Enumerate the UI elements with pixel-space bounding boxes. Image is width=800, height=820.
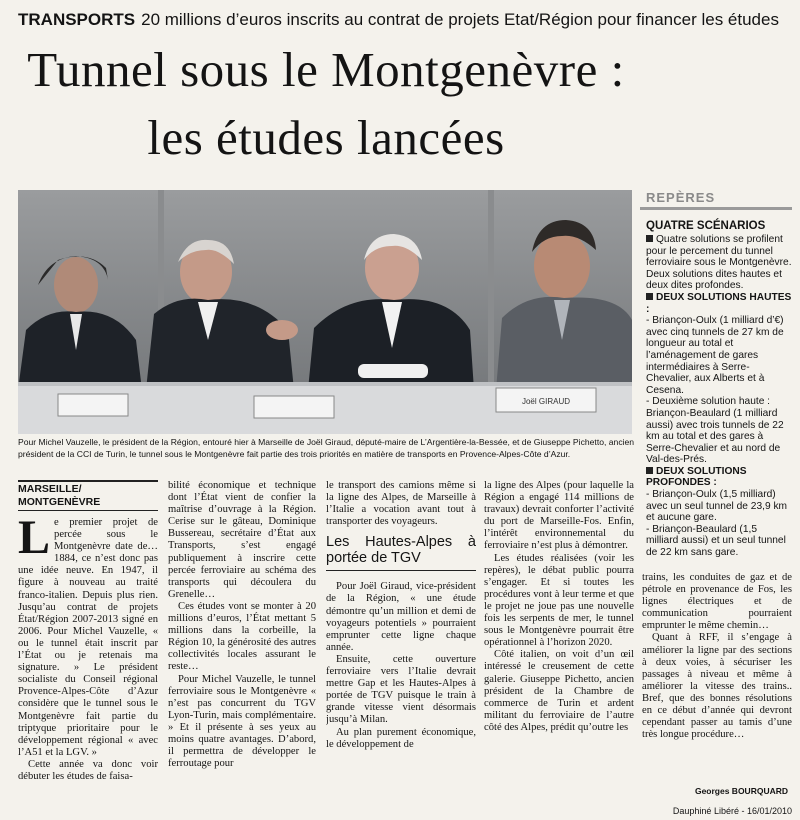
dateline bbox=[18, 480, 158, 511]
name-placard-1 bbox=[58, 394, 128, 416]
column-5-text-a: trains, les conduites de gaz et de pétrole en provenance de Fos, les lignes électriques et de communication pourraient emprunter le même chemin… bbox=[642, 572, 792, 632]
svg-text:Joël GIRAUD: Joël GIRAUD bbox=[521, 397, 571, 406]
source-credit: Dauphiné Libéré - 16/01/2010 bbox=[672, 806, 792, 816]
column-3-text-b: Pour Joël Giraud, vice-président de la Région, « une étude démontre qu’un million et demi de voyageurs potentiels » pourraient emprunter cette ligne chaque année. bbox=[326, 581, 476, 653]
kicker-text: 20 millions d’euros inscrits au contrat de projets Etat/Région pour financer les études bbox=[141, 10, 779, 29]
bullet-square-icon bbox=[646, 235, 653, 242]
column-3-text-d: Au plan purement économique, le développement de bbox=[326, 726, 476, 750]
column-2-text-a: bilité économique et technique dont l’État vient de confier la maîtrise d’ouvrage à la Région. Cerise sur le gâteau, Dominique Bussereau, secrétaire d’État aux Transports, s’est engagé publiquement à inscrire cette percée ferroviaire au schéma des transports qui découlera du Grenelle… bbox=[168, 480, 316, 600]
name-placard-2 bbox=[254, 396, 334, 418]
bullet-square-icon bbox=[646, 293, 653, 300]
reperes-profondes-2: - Briançon-Beaulard (1,5 milliard aussi) et un seul tunnel de 22 km sans gare. bbox=[646, 523, 786, 559]
column-4-text-a: la ligne des Alpes (pour laquelle la Région a engagé 114 millions de travaux) devrait conforter l’activité du port de Marseille-Fos. Enfin, l’intérêt environnemental du ferroviaire n’est plus à démontrer. bbox=[484, 480, 634, 552]
reperes-hautes-2: - Deuxième solution haute : Briançon-Beaulard (1 milliard aussi) avec trois tunnels de 22 km au total et des gares à Serre-Chevalier et au nord de Val-des-Prés. bbox=[646, 396, 784, 466]
bullet-square-icon bbox=[646, 467, 653, 474]
column-1-text-b: Cette année va donc voir débuter les études de faisa- bbox=[18, 758, 158, 782]
column-3-text-a: le transport des camions même si la ligne des Alpes, de Marseille à l’Italie a vocation avant tout à transporter des voyageurs. bbox=[326, 480, 476, 528]
press-photo-illustration bbox=[18, 190, 632, 434]
column-2-text-c: Pour Michel Vauzelle, le tunnel ferroviaire sous le Montgenèvre « n’est pas concurrent du TGV Lyon-Turin, mais complémentaire. » Et il présente à ses yeux au moins quatre avantages. D’abord, il permettra de développer le ferroutage pour bbox=[168, 673, 316, 770]
column-5-text-b: Quant à RFF, il s’engage à améliorer la ligne par des sections à deux voies, à sécuriser les passages à niveau et même à améliorer la vitesse des trains.. Bref, que des bonnes résolutions en ce début d’année qui devront cependant passer au tamis d’une très longue procédure… bbox=[642, 632, 792, 741]
article-column-4 bbox=[484, 480, 634, 806]
column-4-text-c: Côté italien, on voit d’un œil intéressé le creusement de cette galerie. Giuseppe Pichetto, ancien président de la Chambre de commerce de Turin et ardent militant du ferroviaire de l’autre côté des Alpes, prédit qu’outre les bbox=[484, 649, 634, 733]
photo-caption: Pour Michel Vauzelle, le président de la Région, entouré hier à Marseille de Joël Giraud, député-maire de L’Argentière-la-Bessée, et de Giuseppe Pichetto, ancien président de la CCI de Turin, le tunnel sous le Montgenèvre fait partie des trois priorités en matière de transports en Provence-Alpes-Côte d’Azur. bbox=[18, 437, 635, 459]
reperes-hautes-title: DEUX SOLUTIONS HAUTES : bbox=[646, 291, 792, 315]
name-placard-3 bbox=[496, 388, 596, 412]
article-column-2 bbox=[168, 480, 316, 806]
headline-line-2: les études lancées bbox=[147, 110, 505, 165]
reperes-intro: Quatre solutions se profilent pour le percement du tunnel ferroviaire sous le Montgenèvre. Deux solutions dites hautes et deux dites profondes. bbox=[646, 234, 792, 292]
author-signature: Georges BOURQUARD bbox=[694, 786, 788, 796]
kicker-label: TRANSPORTS bbox=[18, 10, 136, 29]
press-photo bbox=[18, 190, 632, 434]
drop-cap: L bbox=[18, 511, 51, 564]
article-subhead: Les Hautes-Alpes à portée de TGV bbox=[326, 534, 476, 571]
article-column-3 bbox=[326, 480, 476, 806]
reperes-subtitle: QUATRE SCÉNARIOS bbox=[646, 220, 766, 232]
kicker bbox=[18, 8, 794, 32]
column-1-text: e premier projet de percée sous le Montgenèvre date de… 1884, ce n’est donc pas une idée neuve. En 1947, il figure à nouveau au traité franco-italien. Depuis plus rien. Jusqu’au contrat de projets État/Région 2007-2013 signé en 2006. Pour Michel Vauzelle, « ou le tunnel était inscrit par l’État ou je retenais ma signature. » Le président socialiste du Conseil régional Provence-Alpes-Côte d’Azur considère que le tunnel sous le Montgenèvre fait partie du triptyque prioritaire pour le développement régional « avec l’A51 et la LGV. » bbox=[18, 517, 158, 758]
dateline-city: MARSEILLE/ bbox=[18, 483, 82, 495]
headline-line-1: Tunnel sous le Montgenèvre : bbox=[27, 42, 625, 97]
reperes-hautes-1: - Briançon-Oulx (1 milliard d’€) avec cinq tunnels de 27 km de longueur au total et l’aménagement de gares intermédiaires à Serre-Chevalier, aux Alberts et à Cesena. bbox=[646, 315, 784, 396]
reperes-sidebar bbox=[640, 188, 792, 560]
column-2-text-b: Ces études vont se monter à 20 millions d’euros, l’État mettant 5 millions dans la corbeille, la Région 10, la générosité des autres collectivités locales assurant le reste… bbox=[168, 600, 316, 673]
reperes-profondes-1: - Briançon-Oulx (1,5 milliard) avec un seul tunnel de 23,9 km et aucune gare. bbox=[646, 489, 788, 524]
dateline-place: MONTGENÈVRE bbox=[18, 496, 101, 508]
article-column-1 bbox=[18, 480, 158, 806]
article-column-5 bbox=[642, 572, 792, 798]
reperes-title: REPÈRES bbox=[640, 188, 792, 210]
reperes-profondes-title: DEUX SOLUTIONS PROFONDES : bbox=[646, 465, 747, 489]
column-4-text-b: Les études réalisées (voir les repères), le débat public pourra s’engager. Et si toutes les procédures vont à leur terme et que le projet ne joue pas une nouvelle fois les serpents de mer, le tunnel sous le Montgenèvre pourrait être opérationnel à l’horizon 2020. bbox=[484, 552, 634, 649]
column-3-text-c: Ensuite, cette ouverture ferroviaire vers l’Italie devrait mettre Gap et les Hautes-Alpes à portée de TGV puisque le train à grande vitesse vient désormais jusqu’à Milan. bbox=[326, 653, 476, 726]
